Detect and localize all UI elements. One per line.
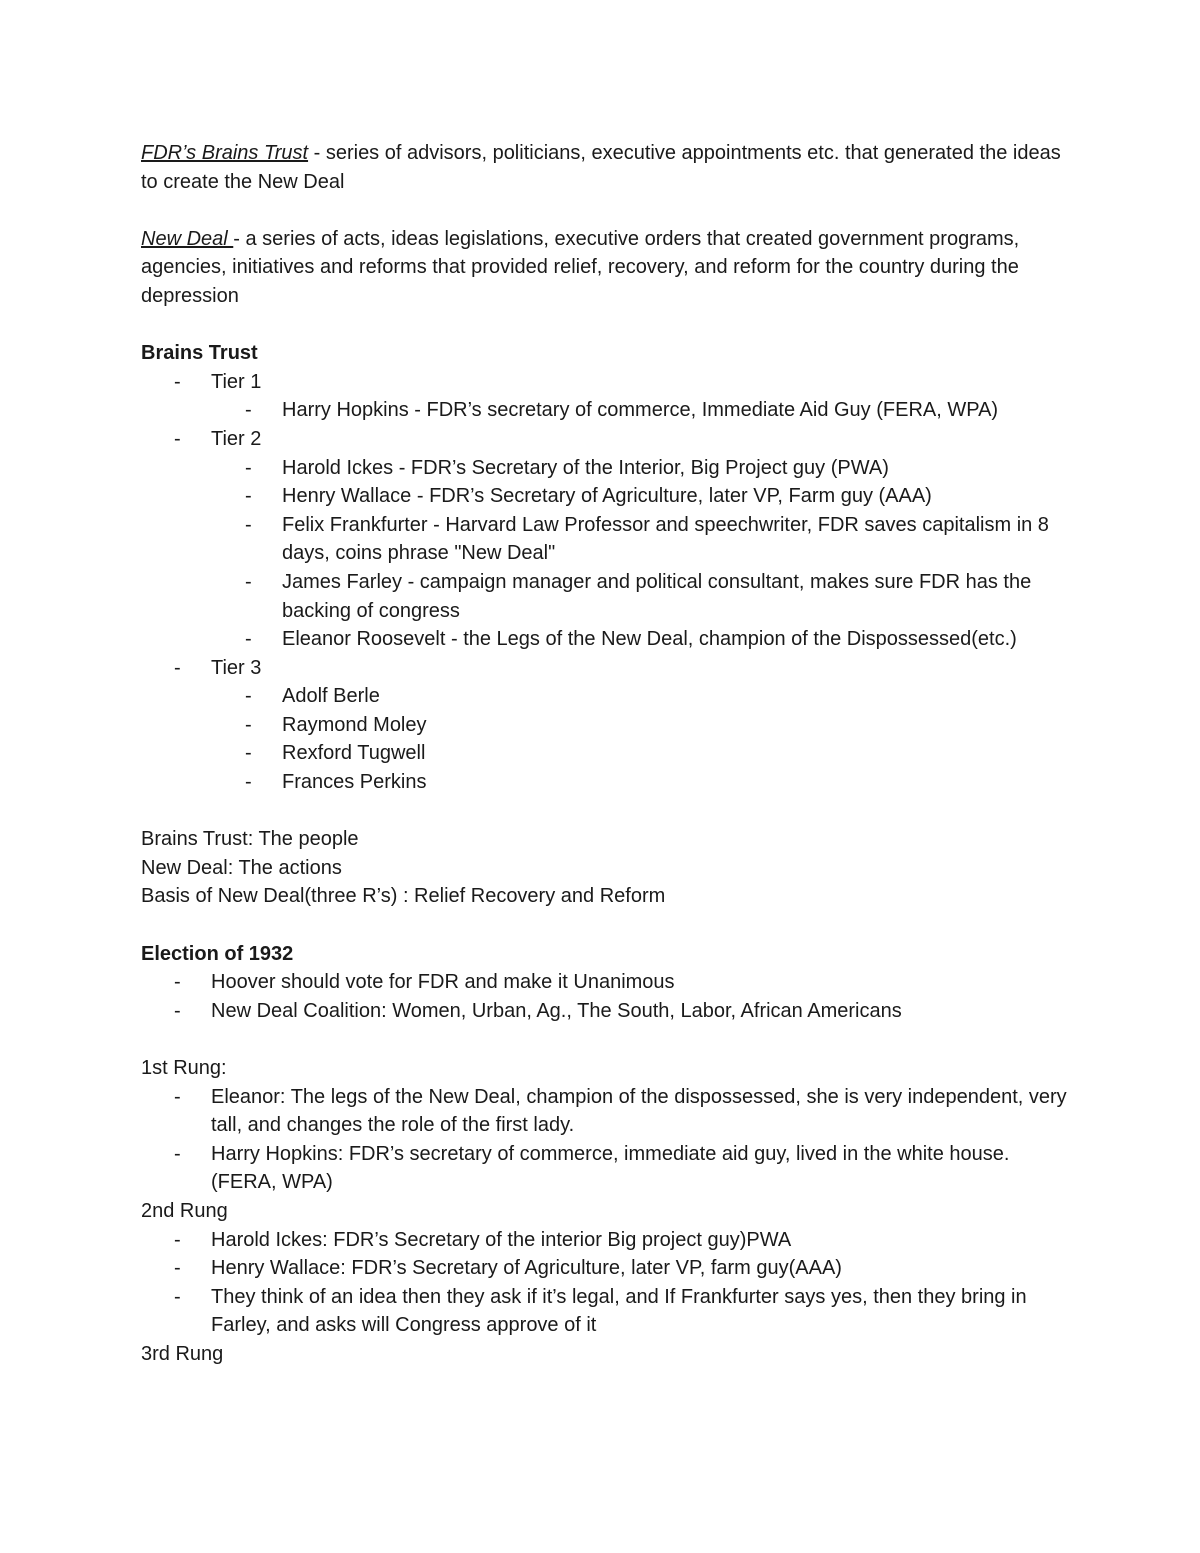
definition-text: - series of advisors, politicians, executive appointments etc. that generated the ideas to create the New Deal [141,142,1061,193]
bullet-dash: - [174,1285,181,1308]
bullet-dash: - [245,771,252,794]
list-item: - Harold Ickes - FDR’s Secretary of the Interior, Big Project guy (PWA) [141,454,1071,483]
list-item: - Felix Frankfurter - Harvard Law Professor and speechwriter, FDR saves capitalism in 8 days, coins phrase "New Deal" [141,511,1071,568]
brains-trust-list [141,368,1071,797]
list-item: - Eleanor Roosevelt - the Legs of the New Deal, champion of the Dispossessed(etc.) [141,625,1071,654]
bullet-dash: - [174,1085,181,1108]
election-list [141,968,1071,1025]
rung-1-list [141,1083,1071,1197]
document-page [141,139,1071,1369]
bullet-dash: - [174,427,181,450]
bullet-dash: - [174,370,181,393]
bullet-dash: - [174,1142,181,1165]
bullet-dash: - [245,456,252,479]
bullet-dash: - [174,1228,181,1251]
list-item: - Hoover should vote for FDR and make it Unanimous [141,968,1071,997]
bullet-dash: - [245,570,252,593]
list-item-tier-1 [141,368,1071,425]
summary-line: New Deal: The actions [141,856,342,879]
list-item: - Adolf Berle [141,682,1071,711]
tier-label: Tier 3 [211,656,262,679]
tier-3-list [141,682,1071,796]
definition-term: New Deal [141,227,234,250]
tier-2-list [141,454,1071,654]
definition-brains-trust [141,139,1071,196]
bullet-dash: - [174,1257,181,1280]
rung-label: 3rd Rung [141,1342,224,1365]
list-item: - Rexford Tugwell [141,739,1071,768]
section-heading-brains-trust: Brains Trust [141,342,258,365]
list-item: - Eleanor: The legs of the New Deal, champion of the dispossessed, she is very independent, very tall, and changes the role of the first lady. [141,1083,1071,1140]
list-item: - James Farley - campaign manager and political consultant, makes sure FDR has the backing of congress [141,568,1071,625]
definition-term: FDR’s Brains Trust [141,142,309,164]
bullet-dash: - [245,399,252,422]
summary-line: Brains Trust: The people [141,828,359,851]
list-item: - Henry Wallace: FDR’s Secretary of Agriculture, later VP, farm guy(AAA) [141,1254,1071,1283]
list-item: - Harry Hopkins: FDR’s secretary of commerce, immediate aid guy, lived in the white house.(FERA, WPA) [141,1140,1071,1197]
bullet-dash: - [174,971,181,994]
bullet-dash: - [245,713,252,736]
list-item-tier-3 [141,654,1071,797]
bullet-dash: - [245,685,252,708]
tier-label: Tier 1 [211,370,262,393]
section-heading-election: Election of 1932 [141,942,294,965]
rung-label: 2nd Rung [141,1199,228,1222]
summary-line: Basis of New Deal(three R’s) : Relief Recovery and Reform [141,885,666,908]
rung-label: 1st Rung: [141,1057,227,1079]
definition-text: - a series of acts, ideas legislations, executive orders that created government programs, agencies, initiatives and reforms that provided relief, recovery, and reform for the country during the depression [141,227,1020,307]
list-item-tier-2 [141,425,1071,654]
bullet-dash: - [245,742,252,765]
bullet-dash: - [245,628,252,651]
list-item: - Raymond Moley [141,711,1071,740]
list-item: - They think of an idea then they ask if it’s legal, and If Frankfurter says yes, then they bring in Farley, and asks will Congress approve of it [141,1283,1071,1340]
list-item: - Harry Hopkins - FDR’s secretary of commerce, Immediate Aid Guy (FERA, WPA) [141,396,1071,425]
list-item: - New Deal Coalition: Women, Urban, Ag., The South, Labor, African Americans [141,997,1071,1026]
bullet-dash: - [245,513,252,536]
list-item: - Harold Ickes: FDR’s Secretary of the interior Big project guy)PWA [141,1226,1071,1255]
list-item: - Henry Wallace - FDR’s Secretary of Agriculture, later VP, Farm guy (AAA) [141,482,1071,511]
bullet-dash: - [174,656,181,679]
bullet-dash: - [245,485,252,508]
bullet-dash: - [174,999,181,1022]
tier-1-list [141,396,1071,425]
list-item: - Frances Perkins [141,768,1071,797]
definition-new-deal [141,225,1071,311]
tier-label: Tier 2 [211,427,262,450]
rung-2-list [141,1226,1071,1340]
